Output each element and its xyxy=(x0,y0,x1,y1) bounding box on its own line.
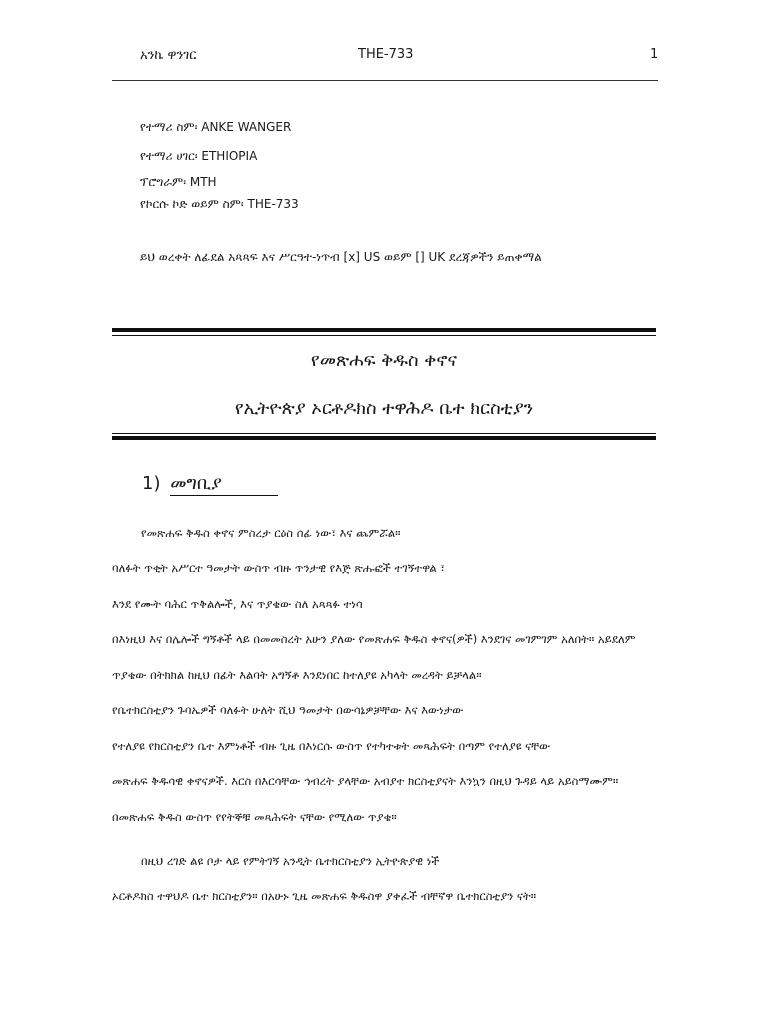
student-name: የተማሪ ስም፡ ANKE WANGER xyxy=(140,120,292,134)
title-bottom-thin-rule xyxy=(112,433,656,434)
body-line: እንደ የሙት ባሕር ጥቅልሎች, እና ጥያቄው ስለ አጻጻፉ ተነሳ xyxy=(112,597,363,611)
body-line: የተለያዩ የክርስቲያን ቤተ እምነቶች ብዙ ጊዜ በእነርሱ ውስጥ የተካተቱት መጻሕፍት በጣም የተለያዩ ናቸው xyxy=(112,739,551,753)
document-title: የመጽሐፍ ቅዱስ ቀኖና xyxy=(310,350,458,371)
header-course-code: THE-733 xyxy=(358,47,414,62)
student-course: የኮርሱ ኮድ ወይም ስም፡ THE-733 xyxy=(140,197,299,211)
header-page-number: 1 xyxy=(650,47,659,62)
style-notice: ይህ ወረቀት ለፊደል አጻጻፍ እና ሥርዓተ-ነጥብ [x] US ወይም [] UK ደረጃዎችን ይጠቀማል xyxy=(140,250,542,264)
section-number: 1) xyxy=(142,473,161,494)
body-line: በመጽሐፍ ቅዱስ ውስጥ የየትኞቹ መጻሕፍት ናቸው የሚለው ጥያቄ። xyxy=(112,810,397,824)
section-heading xyxy=(142,473,278,496)
body-line: ኦርቶዶክስ ተዋህዶ ቤተ ክርስቲያን። በአሁኑ ጊዜ መጽሐፍ ቅዱስዋ ያቀፈች ብቸኛዋ ቤተክርስቲያን ናት። xyxy=(112,889,537,903)
title-top-thin-rule xyxy=(112,335,656,336)
section-title: መግቢያ xyxy=(170,473,278,496)
header-divider xyxy=(112,80,658,81)
title-top-thick-rule xyxy=(112,328,656,332)
body-line: የቤተክርስቲያን ጉባኤዎች ባለፉት ሁለት ሺህ ዓመታት በውሳኔዎቻቸው እና እውነታው xyxy=(112,703,464,717)
body-line: በእነዚህ እና በሌሎች ግኝቶች ላይ በመመስረት አሁን ያለው የመጽሐፍ ቅዱስ ቀኖና(ዎች) እንደገና መገምገም አለበት። አይደለም xyxy=(112,632,636,646)
body-line: በዚህ ረገድ ልዩ ቦታ ላይ የምትገኝ አንዲት ቤተክርስቲያን ኢትዮጵያዊ ነች xyxy=(141,854,440,868)
title-bottom-thick-rule xyxy=(112,436,656,440)
student-country: የተማሪ ሀገር፡ ETHIOPIA xyxy=(140,149,258,163)
student-program: ፕሮግራም፡ MTH xyxy=(140,175,217,189)
header-author: አንኬ ዋንገር xyxy=(140,48,197,63)
body-line: ባለፉት ጥቂት አሥርተ ዓመታት ውስጥ ብዙ ጥንታዊ የእጅ ጽሑፎች ተገኝተዋል ፣ xyxy=(112,561,446,575)
body-line: መጽሐፍ ቅዱሳዊ ቀኖናዎች. እርስ በእርሳቸው ኅብረት ያላቸው አብያተ ክርስቲያናት እንኳን በዚህ ጉዳይ ላይ አይስማሙም። xyxy=(112,774,619,788)
body-line: ጥያቄው በትክክል ከዚህ በፊት እልባት አግኝቶ እንደነበር ከተለያዩ አካላት መረዳት ይቻላል። xyxy=(112,668,482,682)
body-line: የመጽሐፍ ቅዱስ ቀኖና ምስረታ ርዕስ ሰፊ ነው፣ እና ጨምሯል። xyxy=(141,526,401,540)
document-subtitle: የኢትዮጵያ ኦርቶዶክስ ተዋሕዶ ቤተ ክርስቲያን xyxy=(234,398,534,419)
